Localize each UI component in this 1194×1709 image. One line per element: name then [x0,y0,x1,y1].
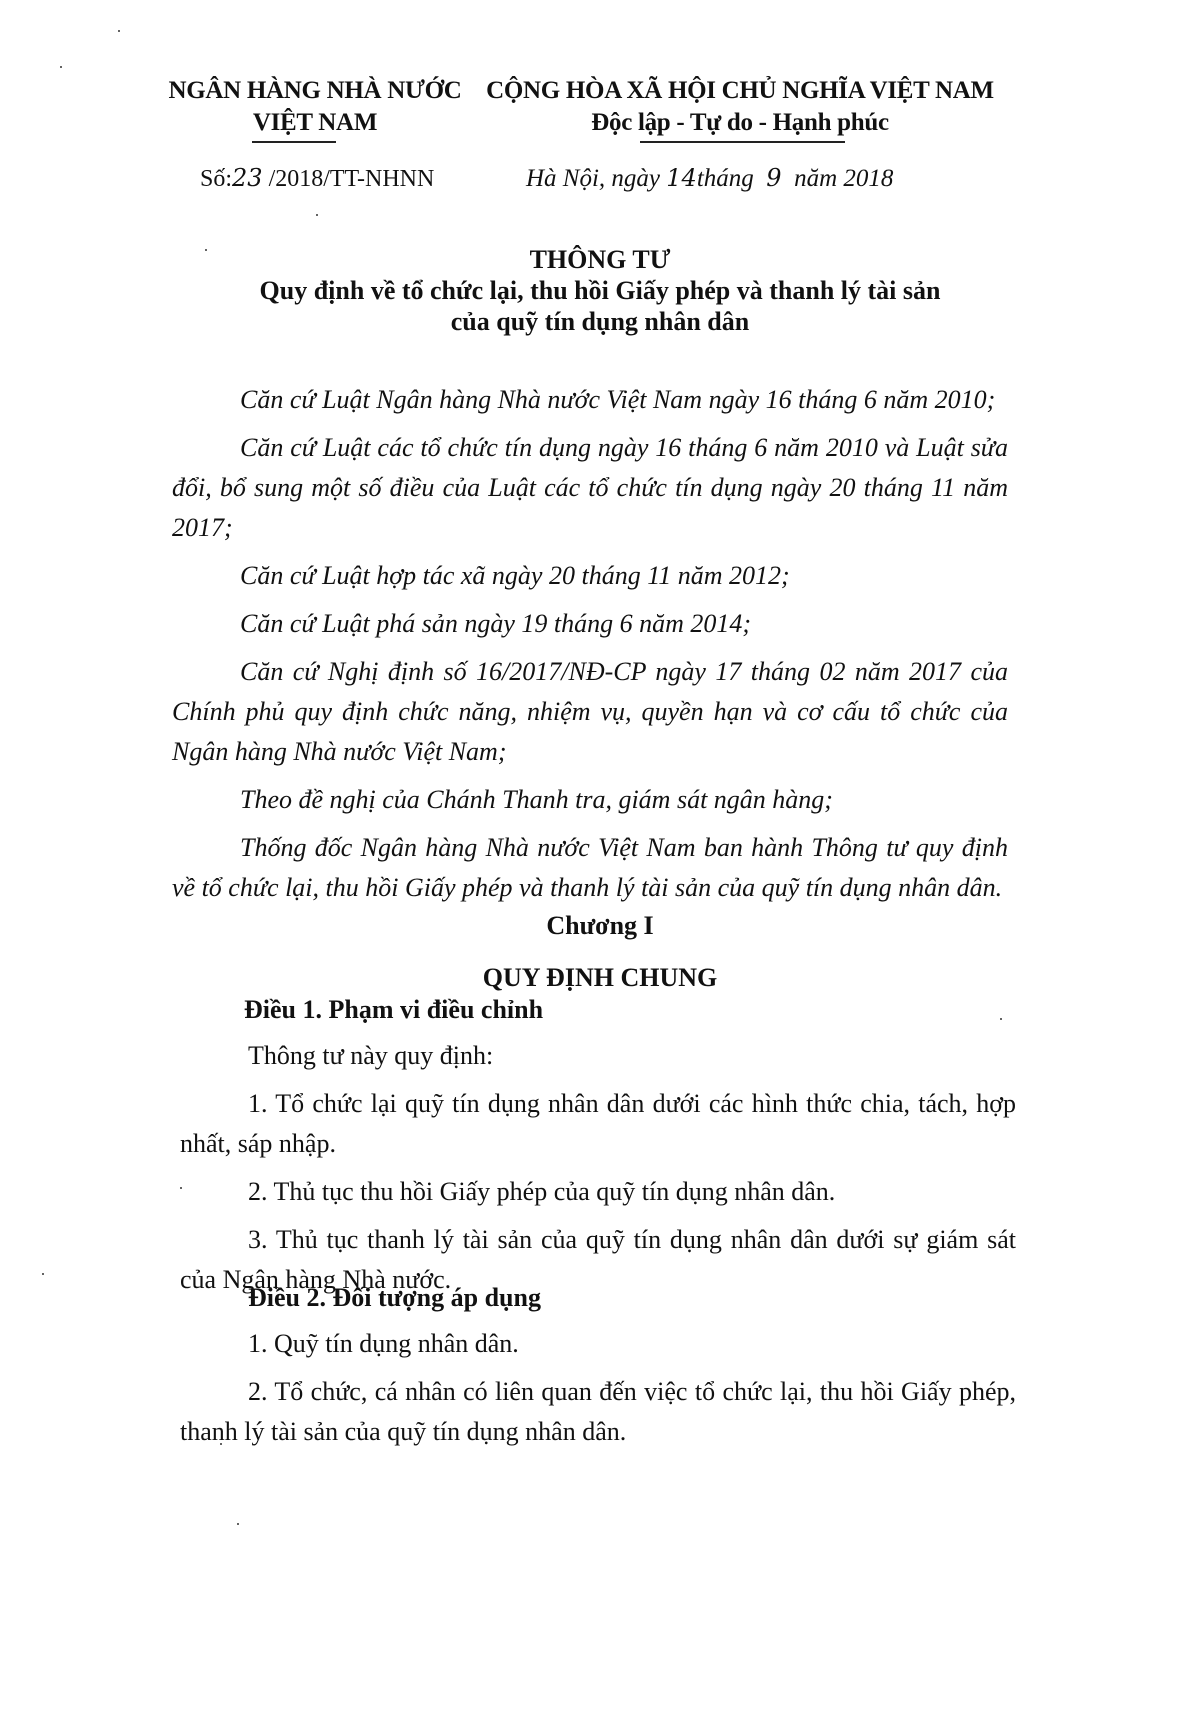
issue-date-prefix: Hà Nội, ngày [526,165,661,192]
article-1-heading: Điều 1. Phạm vi điều chỉnh [244,995,544,1024]
scan-speck [118,30,120,32]
preamble-basis-3: Căn cứ Luật hợp tác xã ngày 20 tháng 11 năm 2012; [240,561,790,590]
document-type: THÔNG TƯ [529,245,671,274]
article-2-item-2: 2. Tổ chức, cá nhân có liên quan đến việc tổ chức lại, thu hồi Giấy phép, thanh lý tài sản của quỹ tín dụng nhân dân. [180,1377,1016,1446]
document-number-suffix: /2018/TT-NHNN [268,166,435,192]
issue-date-month-label: tháng [696,165,754,192]
preamble [172,380,1008,908]
article-1-item-1: 1. Tổ chức lại quỹ tín dụng nhân dân dưới các hình thức chia, tách, hợp nhất, sáp nhập. [180,1089,1016,1158]
agency-underline [252,141,336,143]
scan-speck [237,1523,239,1525]
preamble-proposal: Theo đề nghị của Chánh Thanh tra, giám sát ngân hàng; [240,785,833,814]
issue-date-year: năm 2018 [794,165,894,192]
national-name: CỘNG HÒA XÃ HỘI CHỦ NGHĨA VIỆT NAM [486,77,994,104]
article-1-item-3: 3. Thủ tục thanh lý tài sản của quỹ tín dụng nhân dân dưới sự giám sát của Ngân hàng Nhà nước. [180,1225,1016,1294]
scan-speck [60,66,62,68]
motto-underline [640,141,845,143]
issue-date [526,163,893,194]
article-2-item-1: 1. Quỹ tín dụng nhân dân. [248,1329,519,1358]
article-1-intro: Thông tư này quy định: [248,1041,494,1070]
scan-speck [316,214,318,216]
document-title [150,244,1050,337]
document-number-prefix: Số: [200,166,233,192]
national-motto [480,75,1000,139]
chapter-heading [150,906,1050,998]
document-subtitle-line2: của quỹ tín dụng nhân dân [450,307,750,336]
article-2 [180,1278,1016,1452]
national-motto-text: Độc lập - Tự do - Hạnh phúc [591,109,889,136]
chapter-title: QUY ĐỊNH CHUNG [482,963,718,992]
preamble-basis-4: Căn cứ Luật phá sản ngày 19 tháng 6 năm 2014; [240,609,752,638]
document-number-handwritten: 23 [232,164,263,192]
preamble-basis-2: Căn cứ Luật các tổ chức tín dụng ngày 16 tháng 6 năm 2010 và Luật sửa đổi, bổ sung một số điều của Luật các tổ chức tín dụng ngày 20 tháng 11 năm 2017; [172,433,1008,542]
issue-date-month: 9 [766,164,782,192]
issuing-agency-line1: NGÂN HÀNG NHÀ NƯỚC [168,77,462,104]
scan-speck [42,1273,44,1275]
preamble-basis-1: Căn cứ Luật Ngân hàng Nhà nước Việt Nam ngày 16 tháng 6 năm 2010; [240,385,996,414]
article-1-item-2: 2. Thủ tục thu hồi Giấy phép của quỹ tín dụng nhân dân. [248,1177,836,1206]
document-number [200,163,434,194]
issuing-agency [155,75,475,139]
issuing-agency-line2: VIỆT NAM [252,109,378,136]
issue-date-day: 14 [666,164,697,192]
article-1 [180,990,1016,1300]
preamble-basis-5: Căn cứ Nghị định số 16/2017/NĐ-CP ngày 17 tháng 02 năm 2017 của Chính phủ quy định chức năng, nhiệm vụ, quyền hạn và cơ cấu tổ chức của Ngân hàng Nhà nước Việt Nam; [172,657,1008,766]
chapter-number: Chương I [546,911,654,940]
preamble-enactment: Thống đốc Ngân hàng Nhà nước Việt Nam ban hành Thông tư quy định về tổ chức lại, thu hồi Giấy phép và thanh lý tài sản của quỹ tín dụng nhân dân. [172,833,1008,902]
document-subtitle-line1: Quy định về tổ chức lại, thu hồi Giấy phép và thanh lý tài sản [259,276,941,305]
article-2-heading: Điều 2. Đối tượng áp dụng [248,1283,541,1312]
